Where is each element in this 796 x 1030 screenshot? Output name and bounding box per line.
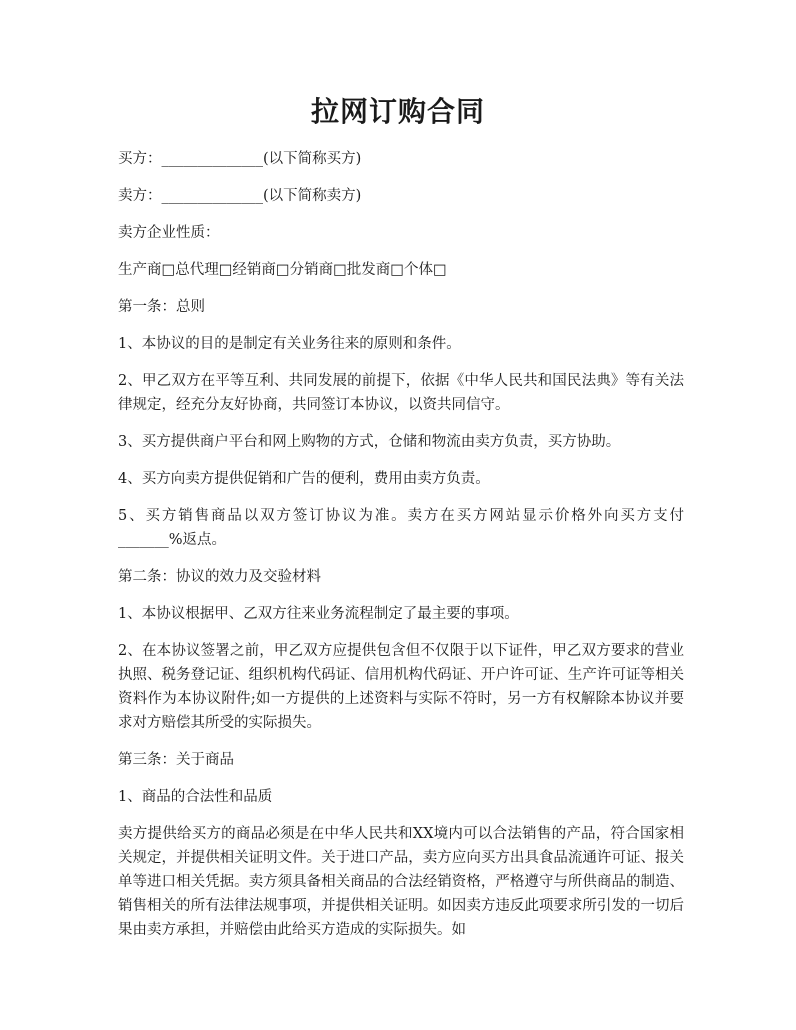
article-3-heading: 第三条：关于商品 xyxy=(118,752,234,768)
article-2-clause-2: 2、在本协议签署之前，甲乙双方应提供包含但不仅限于以下证件，甲乙双方要求的营业执照、税务登记证、组织机构代码证、信用机构代码证、开户许可证、生产许可证等相关资料作为本协议附件;如一方提供的上述资料与实际不符时，另一方有权解除本协议并要求对方赔偿其所受的实际损失。 xyxy=(118,643,684,731)
article-1-clause-4: 4、买方向卖方提供促销和广告的便利，费用由卖方负责。 xyxy=(118,471,490,487)
seller-nature-options: 生产商□总代理□经销商□分销商□批发商□个体□ xyxy=(118,262,447,278)
seller-nature-label: 卖方企业性质： xyxy=(118,225,220,241)
article-1-clause-3: 3、买方提供商户平台和网上购物的方式，仓储和物流由卖方负责，买方协助。 xyxy=(118,434,621,450)
seller-line: 卖方：______________(以下简称卖方) xyxy=(118,188,362,204)
article-2-clause-1: 1、本协议根据甲、乙双方往来业务流程制定了最主要的事项。 xyxy=(118,606,519,622)
article-2-heading: 第二条：协议的效力及交验材料 xyxy=(118,569,321,585)
article-3-clause-1-body: 卖方提供给买方的商品必须是在中华人民共和XX境内可以合法销售的产品，符合国家相关规定，并提供相关证明文件。关于进口产品，卖方应向买方出具食品流通许可证、报关单等进口相关凭据。卖方须具备相关商品的合法经销资格，严格遵守与所供商品的制造、销售相关的所有法律法规事项，并提供相关证明。如因卖方违反此项要求所引发的一切后果由卖方承担，并赔偿由此给买方造成的实际损失。如 xyxy=(118,826,684,938)
document-title: 拉网订购合同 xyxy=(310,95,485,128)
article-1-clause-1: 1、本协议的目的是制定有关业务往来的原则和条件。 xyxy=(118,336,461,352)
article-1-clause-2: 2、甲乙双方在平等互利、共同发展的前提下，依据《中华人民共和国民法典》等有关法律规定，经充分友好协商，共同签订本协议，以资共同信守。 xyxy=(118,373,684,413)
buyer-line: 买方：______________(以下简称买方) xyxy=(118,151,362,167)
article-1-clause-5: 5、买方销售商品以双方签订协议为准。卖方在买方网站显示价格外向买方支付_______%返点。 xyxy=(118,508,684,548)
document-body xyxy=(118,147,684,955)
article-1-heading: 第一条：总则 xyxy=(118,299,205,315)
article-3-clause-1-heading: 1、商品的合法性和品质 xyxy=(118,789,273,805)
